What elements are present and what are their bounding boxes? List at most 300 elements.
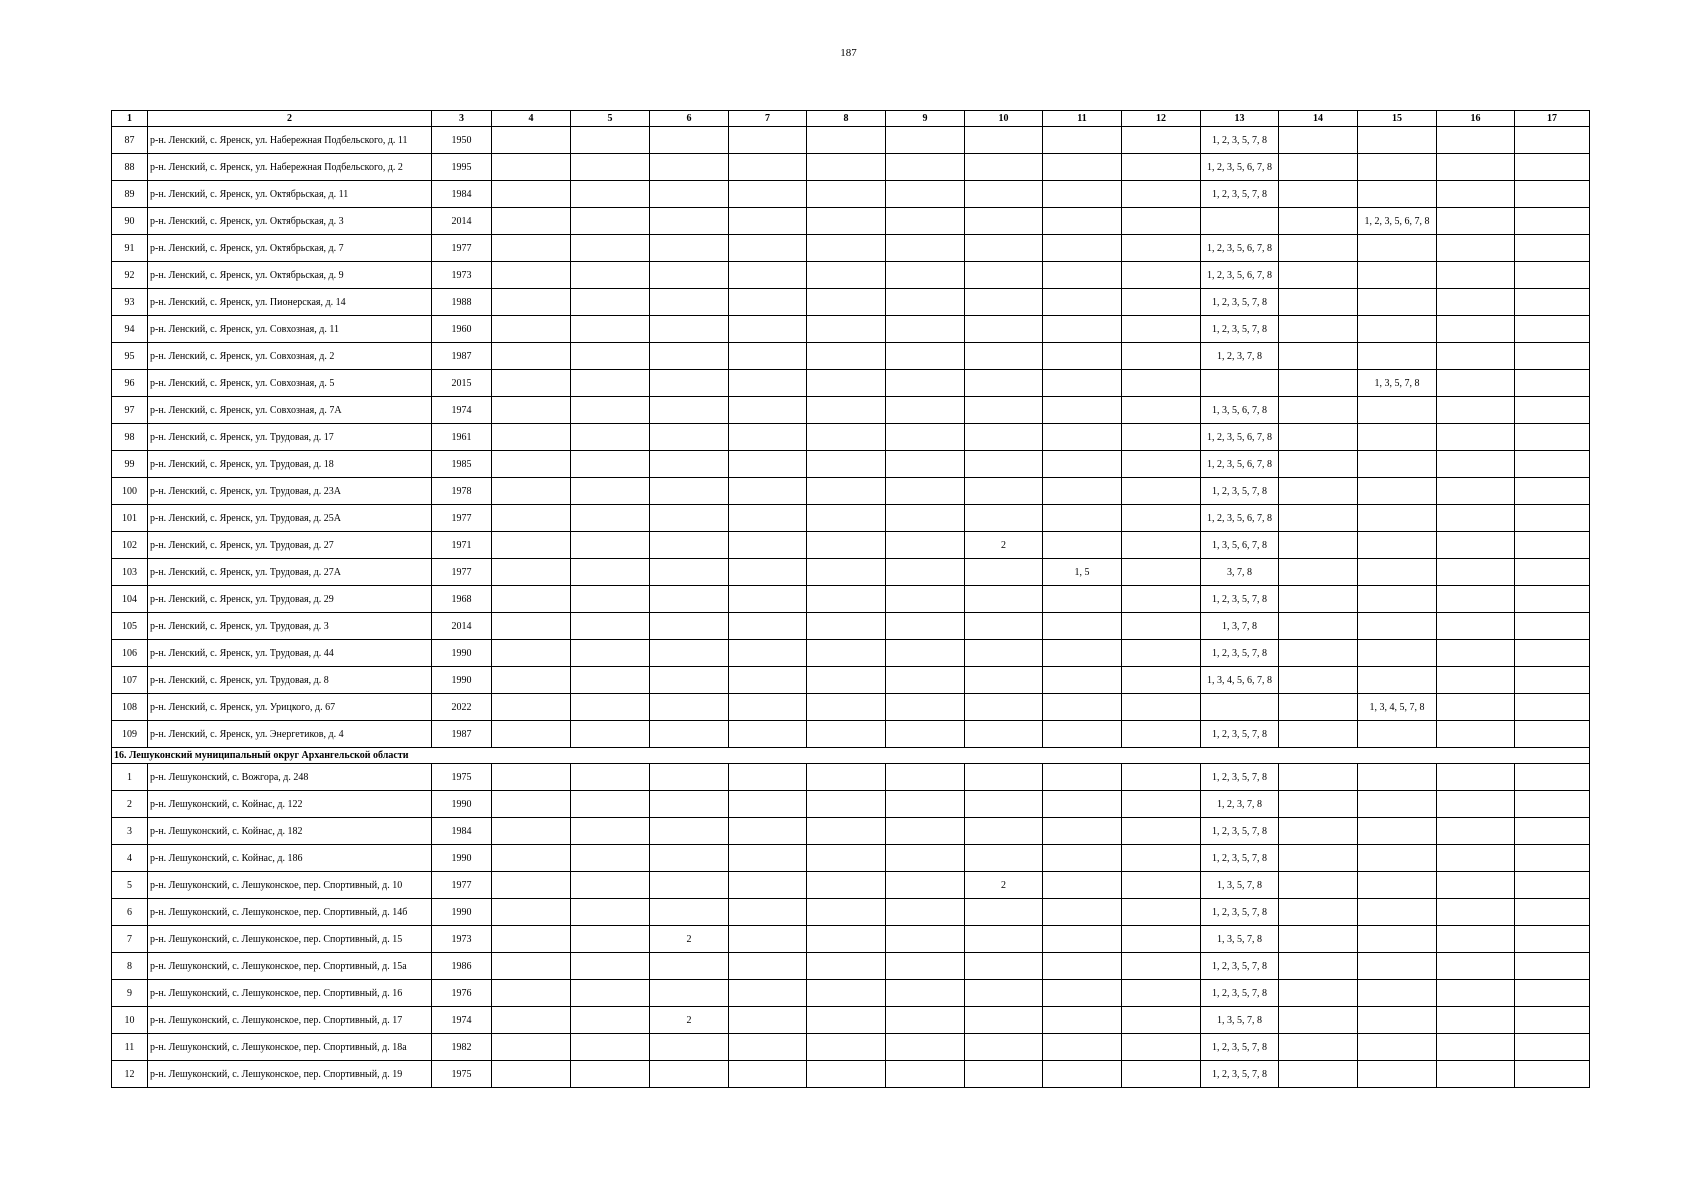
- col-6-cell: [650, 694, 729, 721]
- col-10-cell: [965, 1034, 1043, 1061]
- col-16-cell: [1437, 208, 1515, 235]
- col-9-cell: [886, 289, 965, 316]
- col-4-cell: [492, 235, 571, 262]
- col-8-cell: [807, 899, 886, 926]
- col-14-cell: [1279, 316, 1358, 343]
- col-8-cell: [807, 478, 886, 505]
- col-8-cell: [807, 818, 886, 845]
- column-header-3: 3: [432, 111, 492, 127]
- year-cell: 1990: [432, 640, 492, 667]
- col-9-cell: [886, 667, 965, 694]
- col-16-cell: [1437, 872, 1515, 899]
- col-17-cell: [1515, 764, 1590, 791]
- col-13-cell: 1, 3, 5, 7, 8: [1201, 926, 1279, 953]
- col-8-cell: [807, 791, 886, 818]
- col-7-cell: [729, 289, 807, 316]
- col-15-cell: [1358, 451, 1437, 478]
- col-14-cell: [1279, 424, 1358, 451]
- col-13-cell: [1201, 208, 1279, 235]
- col-9-cell: [886, 505, 965, 532]
- col-14-cell: [1279, 1007, 1358, 1034]
- col-12-cell: [1122, 640, 1201, 667]
- column-header-16: 16: [1437, 111, 1515, 127]
- col-6-cell: [650, 370, 729, 397]
- col-10-cell: [965, 316, 1043, 343]
- col-9-cell: [886, 316, 965, 343]
- row-number-cell: 3: [112, 818, 148, 845]
- col-4-cell: [492, 289, 571, 316]
- col-17-cell: [1515, 1034, 1590, 1061]
- col-14-cell: [1279, 127, 1358, 154]
- col-15-cell: [1358, 640, 1437, 667]
- table-row: [112, 316, 1590, 343]
- col-4-cell: [492, 181, 571, 208]
- year-cell: 1971: [432, 532, 492, 559]
- col-6-cell: [650, 154, 729, 181]
- row-number-cell: 96: [112, 370, 148, 397]
- col-13-cell: 1, 2, 3, 5, 6, 7, 8: [1201, 262, 1279, 289]
- col-17-cell: [1515, 262, 1590, 289]
- col-6-cell: 2: [650, 1007, 729, 1034]
- col-6-cell: 2: [650, 926, 729, 953]
- col-11-cell: [1043, 424, 1122, 451]
- col-15-cell: [1358, 586, 1437, 613]
- col-15-cell: [1358, 559, 1437, 586]
- col-7-cell: [729, 586, 807, 613]
- col-9-cell: [886, 640, 965, 667]
- col-13-cell: 1, 2, 3, 5, 7, 8: [1201, 127, 1279, 154]
- col-15-cell: [1358, 316, 1437, 343]
- col-17-cell: [1515, 926, 1590, 953]
- col-16-cell: [1437, 478, 1515, 505]
- col-8-cell: [807, 872, 886, 899]
- col-10-cell: [965, 1007, 1043, 1034]
- year-cell: 1986: [432, 953, 492, 980]
- col-12-cell: [1122, 262, 1201, 289]
- col-4-cell: [492, 370, 571, 397]
- col-15-cell: [1358, 980, 1437, 1007]
- col-7-cell: [729, 316, 807, 343]
- table-row: [112, 532, 1590, 559]
- col-15-cell: [1358, 721, 1437, 748]
- col-5-cell: [571, 289, 650, 316]
- col-14-cell: [1279, 181, 1358, 208]
- col-6-cell: [650, 899, 729, 926]
- col-17-cell: [1515, 721, 1590, 748]
- col-7-cell: [729, 343, 807, 370]
- col-8-cell: [807, 208, 886, 235]
- col-5-cell: [571, 586, 650, 613]
- col-11-cell: [1043, 667, 1122, 694]
- col-8-cell: [807, 235, 886, 262]
- col-15-cell: [1358, 899, 1437, 926]
- col-17-cell: [1515, 505, 1590, 532]
- col-13-cell: 1, 3, 4, 5, 6, 7, 8: [1201, 667, 1279, 694]
- col-6-cell: [650, 451, 729, 478]
- col-11-cell: [1043, 926, 1122, 953]
- col-6-cell: [650, 559, 729, 586]
- col-16-cell: [1437, 613, 1515, 640]
- year-cell: 1973: [432, 926, 492, 953]
- col-8-cell: [807, 926, 886, 953]
- col-6-cell: [650, 343, 729, 370]
- col-9-cell: [886, 478, 965, 505]
- col-17-cell: [1515, 181, 1590, 208]
- col-11-cell: [1043, 235, 1122, 262]
- col-7-cell: [729, 667, 807, 694]
- col-11-cell: [1043, 343, 1122, 370]
- col-6-cell: [650, 478, 729, 505]
- col-8-cell: [807, 845, 886, 872]
- col-4-cell: [492, 667, 571, 694]
- col-11-cell: [1043, 532, 1122, 559]
- col-9-cell: [886, 926, 965, 953]
- col-15-cell: [1358, 667, 1437, 694]
- col-11-cell: [1043, 613, 1122, 640]
- col-4-cell: [492, 316, 571, 343]
- col-15-cell: [1358, 478, 1437, 505]
- col-5-cell: [571, 899, 650, 926]
- col-17-cell: [1515, 478, 1590, 505]
- col-9-cell: [886, 181, 965, 208]
- address-cell: р-н. Ленский, с. Яренск, ул. Трудовая, д. 17: [148, 424, 432, 451]
- col-9-cell: [886, 1007, 965, 1034]
- col-10-cell: [965, 694, 1043, 721]
- col-14-cell: [1279, 370, 1358, 397]
- col-16-cell: [1437, 181, 1515, 208]
- table-row: [112, 127, 1590, 154]
- col-9-cell: [886, 721, 965, 748]
- col-8-cell: [807, 370, 886, 397]
- col-15-cell: [1358, 505, 1437, 532]
- col-11-cell: [1043, 1034, 1122, 1061]
- col-16-cell: [1437, 899, 1515, 926]
- year-cell: 1960: [432, 316, 492, 343]
- col-5-cell: [571, 667, 650, 694]
- col-7-cell: [729, 791, 807, 818]
- table-row: [112, 667, 1590, 694]
- col-10-cell: [965, 397, 1043, 424]
- col-9-cell: [886, 586, 965, 613]
- col-13-cell: 1, 2, 3, 5, 7, 8: [1201, 980, 1279, 1007]
- row-number-cell: 1: [112, 764, 148, 791]
- table-row: [112, 586, 1590, 613]
- col-14-cell: [1279, 926, 1358, 953]
- col-16-cell: [1437, 845, 1515, 872]
- col-8-cell: [807, 154, 886, 181]
- address-cell: р-н. Лешуконский, с. Лешуконское, пер. Спортивный, д. 18а: [148, 1034, 432, 1061]
- col-13-cell: 1, 2, 3, 5, 7, 8: [1201, 640, 1279, 667]
- col-5-cell: [571, 451, 650, 478]
- col-12-cell: [1122, 667, 1201, 694]
- col-5-cell: [571, 1061, 650, 1088]
- col-14-cell: [1279, 721, 1358, 748]
- col-5-cell: [571, 424, 650, 451]
- col-8-cell: [807, 505, 886, 532]
- col-15-cell: 1, 3, 5, 7, 8: [1358, 370, 1437, 397]
- col-14-cell: [1279, 667, 1358, 694]
- table-row: [112, 953, 1590, 980]
- column-header-2: 2: [148, 111, 432, 127]
- col-6-cell: [650, 532, 729, 559]
- col-15-cell: [1358, 397, 1437, 424]
- col-15-cell: [1358, 235, 1437, 262]
- col-17-cell: [1515, 953, 1590, 980]
- address-cell: р-н. Ленский, с. Яренск, ул. Энергетиков, д. 4: [148, 721, 432, 748]
- col-10-cell: 2: [965, 532, 1043, 559]
- col-11-cell: [1043, 721, 1122, 748]
- col-10-cell: [965, 235, 1043, 262]
- col-8-cell: [807, 532, 886, 559]
- col-11-cell: [1043, 127, 1122, 154]
- col-12-cell: [1122, 926, 1201, 953]
- address-cell: р-н. Ленский, с. Яренск, ул. Набережная Подбельского, д. 11: [148, 127, 432, 154]
- row-number-cell: 88: [112, 154, 148, 181]
- year-cell: 2014: [432, 613, 492, 640]
- col-7-cell: [729, 262, 807, 289]
- col-6-cell: [650, 127, 729, 154]
- col-17-cell: [1515, 818, 1590, 845]
- col-7-cell: [729, 208, 807, 235]
- col-16-cell: [1437, 694, 1515, 721]
- col-12-cell: [1122, 1061, 1201, 1088]
- col-6-cell: [650, 764, 729, 791]
- col-4-cell: [492, 586, 571, 613]
- col-5-cell: [571, 316, 650, 343]
- col-8-cell: [807, 764, 886, 791]
- table-row: [112, 694, 1590, 721]
- row-number-cell: 9: [112, 980, 148, 1007]
- col-10-cell: [965, 586, 1043, 613]
- row-number-cell: 108: [112, 694, 148, 721]
- year-cell: 1977: [432, 235, 492, 262]
- col-15-cell: [1358, 181, 1437, 208]
- table-row: [112, 451, 1590, 478]
- year-cell: 2014: [432, 208, 492, 235]
- col-16-cell: [1437, 791, 1515, 818]
- col-5-cell: [571, 154, 650, 181]
- col-11-cell: [1043, 478, 1122, 505]
- year-cell: 2022: [432, 694, 492, 721]
- address-cell: р-н. Лешуконский, с. Лешуконское, пер. Спортивный, д. 19: [148, 1061, 432, 1088]
- row-number-cell: 5: [112, 872, 148, 899]
- col-8-cell: [807, 640, 886, 667]
- column-header-7: 7: [729, 111, 807, 127]
- address-cell: р-н. Лешуконский, с. Лешуконское, пер. Спортивный, д. 14б: [148, 899, 432, 926]
- col-5-cell: [571, 980, 650, 1007]
- year-cell: 1975: [432, 1061, 492, 1088]
- col-12-cell: [1122, 289, 1201, 316]
- col-16-cell: [1437, 343, 1515, 370]
- col-5-cell: [571, 721, 650, 748]
- col-13-cell: 1, 2, 3, 7, 8: [1201, 343, 1279, 370]
- col-16-cell: [1437, 397, 1515, 424]
- col-5-cell: [571, 262, 650, 289]
- col-13-cell: 1, 2, 3, 5, 7, 8: [1201, 1034, 1279, 1061]
- row-number-cell: 107: [112, 667, 148, 694]
- col-15-cell: [1358, 1061, 1437, 1088]
- column-header-1: 1: [112, 111, 148, 127]
- col-10-cell: [965, 424, 1043, 451]
- col-9-cell: [886, 343, 965, 370]
- col-15-cell: [1358, 289, 1437, 316]
- col-15-cell: [1358, 764, 1437, 791]
- col-4-cell: [492, 424, 571, 451]
- col-10-cell: [965, 1061, 1043, 1088]
- col-16-cell: [1437, 667, 1515, 694]
- col-17-cell: [1515, 235, 1590, 262]
- row-number-cell: 99: [112, 451, 148, 478]
- table-row: [112, 764, 1590, 791]
- col-13-cell: 1, 2, 3, 5, 7, 8: [1201, 316, 1279, 343]
- col-14-cell: [1279, 872, 1358, 899]
- table-row: [112, 505, 1590, 532]
- col-12-cell: [1122, 980, 1201, 1007]
- col-9-cell: [886, 872, 965, 899]
- col-5-cell: [571, 926, 650, 953]
- col-9-cell: [886, 370, 965, 397]
- col-12-cell: [1122, 451, 1201, 478]
- year-cell: 1968: [432, 586, 492, 613]
- col-5-cell: [571, 505, 650, 532]
- col-17-cell: [1515, 154, 1590, 181]
- col-10-cell: [965, 845, 1043, 872]
- col-17-cell: [1515, 1007, 1590, 1034]
- col-12-cell: [1122, 586, 1201, 613]
- year-cell: 1978: [432, 478, 492, 505]
- col-7-cell: [729, 694, 807, 721]
- col-11-cell: [1043, 980, 1122, 1007]
- row-number-cell: 98: [112, 424, 148, 451]
- col-5-cell: [571, 1034, 650, 1061]
- table-row: [112, 181, 1590, 208]
- address-cell: р-н. Ленский, с. Яренск, ул. Трудовая, д. 25А: [148, 505, 432, 532]
- col-14-cell: [1279, 532, 1358, 559]
- col-8-cell: [807, 343, 886, 370]
- col-10-cell: [965, 764, 1043, 791]
- col-17-cell: [1515, 980, 1590, 1007]
- table-row: [112, 424, 1590, 451]
- col-17-cell: [1515, 1061, 1590, 1088]
- table-row: [112, 397, 1590, 424]
- address-cell: р-н. Ленский, с. Яренск, ул. Совхозная, д. 5: [148, 370, 432, 397]
- col-10-cell: [965, 818, 1043, 845]
- col-12-cell: [1122, 181, 1201, 208]
- col-10-cell: [965, 980, 1043, 1007]
- col-10-cell: [965, 289, 1043, 316]
- col-10-cell: [965, 613, 1043, 640]
- col-15-cell: 1, 3, 4, 5, 7, 8: [1358, 694, 1437, 721]
- column-header-6: 6: [650, 111, 729, 127]
- year-cell: 1982: [432, 1034, 492, 1061]
- col-5-cell: [571, 694, 650, 721]
- col-10-cell: [965, 721, 1043, 748]
- col-8-cell: [807, 721, 886, 748]
- col-13-cell: 1, 3, 5, 7, 8: [1201, 1007, 1279, 1034]
- col-16-cell: [1437, 289, 1515, 316]
- col-11-cell: [1043, 899, 1122, 926]
- col-4-cell: [492, 1034, 571, 1061]
- col-6-cell: [650, 586, 729, 613]
- col-10-cell: [965, 505, 1043, 532]
- address-cell: р-н. Лешуконский, с. Койнас, д. 186: [148, 845, 432, 872]
- col-10-cell: [965, 343, 1043, 370]
- col-14-cell: [1279, 899, 1358, 926]
- col-15-cell: [1358, 154, 1437, 181]
- table-row: [112, 613, 1590, 640]
- col-10-cell: [965, 559, 1043, 586]
- col-15-cell: [1358, 532, 1437, 559]
- column-header-5: 5: [571, 111, 650, 127]
- col-14-cell: [1279, 845, 1358, 872]
- row-number-cell: 6: [112, 899, 148, 926]
- col-13-cell: [1201, 694, 1279, 721]
- col-13-cell: 1, 2, 3, 5, 7, 8: [1201, 478, 1279, 505]
- col-7-cell: [729, 181, 807, 208]
- col-5-cell: [571, 127, 650, 154]
- table-row: [112, 980, 1590, 1007]
- col-4-cell: [492, 845, 571, 872]
- col-9-cell: [886, 791, 965, 818]
- col-17-cell: [1515, 667, 1590, 694]
- col-7-cell: [729, 532, 807, 559]
- col-17-cell: [1515, 370, 1590, 397]
- col-6-cell: [650, 208, 729, 235]
- address-cell: р-н. Ленский, с. Яренск, ул. Набережная Подбельского, д. 2: [148, 154, 432, 181]
- col-12-cell: [1122, 559, 1201, 586]
- col-11-cell: [1043, 1061, 1122, 1088]
- year-cell: 1995: [432, 154, 492, 181]
- column-header-4: 4: [492, 111, 571, 127]
- col-14-cell: [1279, 764, 1358, 791]
- col-13-cell: 1, 2, 3, 5, 7, 8: [1201, 181, 1279, 208]
- col-16-cell: [1437, 640, 1515, 667]
- col-16-cell: [1437, 1034, 1515, 1061]
- table-row: [112, 478, 1590, 505]
- col-10-cell: [965, 899, 1043, 926]
- col-16-cell: [1437, 235, 1515, 262]
- col-14-cell: [1279, 154, 1358, 181]
- year-cell: 1950: [432, 127, 492, 154]
- col-12-cell: [1122, 316, 1201, 343]
- address-cell: р-н. Ленский, с. Яренск, ул. Октябрьская, д. 11: [148, 181, 432, 208]
- col-4-cell: [492, 397, 571, 424]
- col-10-cell: [965, 451, 1043, 478]
- col-13-cell: 1, 2, 3, 5, 7, 8: [1201, 818, 1279, 845]
- col-11-cell: 1, 5: [1043, 559, 1122, 586]
- col-14-cell: [1279, 694, 1358, 721]
- col-16-cell: [1437, 370, 1515, 397]
- col-17-cell: [1515, 559, 1590, 586]
- col-12-cell: [1122, 872, 1201, 899]
- col-6-cell: [650, 505, 729, 532]
- row-number-cell: 104: [112, 586, 148, 613]
- year-cell: 1973: [432, 262, 492, 289]
- col-7-cell: [729, 764, 807, 791]
- col-14-cell: [1279, 953, 1358, 980]
- col-4-cell: [492, 899, 571, 926]
- row-number-cell: 93: [112, 289, 148, 316]
- col-13-cell: 1, 2, 3, 7, 8: [1201, 791, 1279, 818]
- col-12-cell: [1122, 532, 1201, 559]
- year-cell: 1961: [432, 424, 492, 451]
- col-16-cell: [1437, 926, 1515, 953]
- address-cell: р-н. Ленский, с. Яренск, ул. Трудовая, д. 27А: [148, 559, 432, 586]
- table-row: [112, 791, 1590, 818]
- col-14-cell: [1279, 818, 1358, 845]
- col-14-cell: [1279, 640, 1358, 667]
- col-13-cell: 1, 2, 3, 5, 7, 8: [1201, 764, 1279, 791]
